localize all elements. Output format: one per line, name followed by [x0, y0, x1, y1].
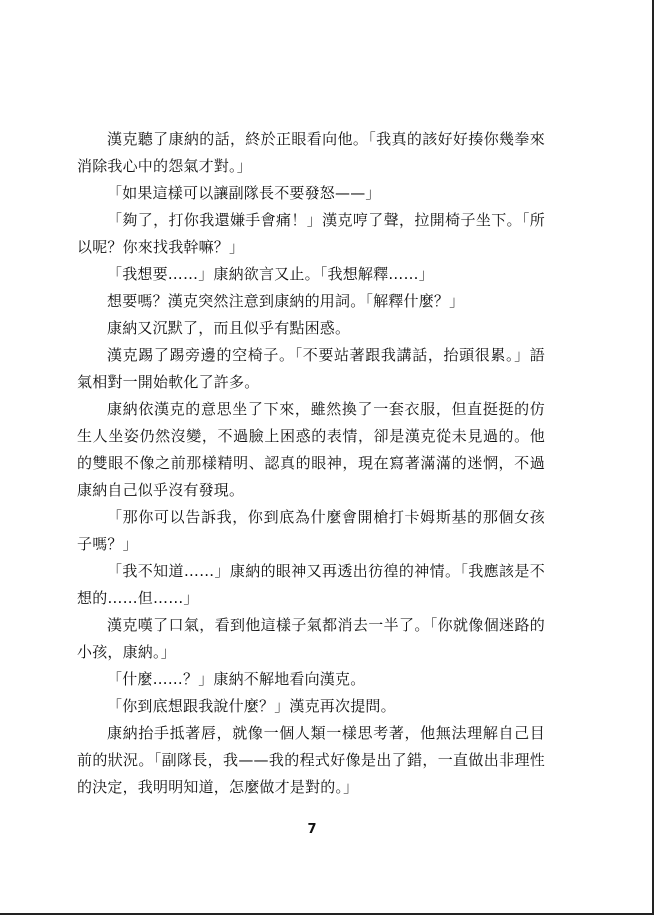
paragraph: 漢克嘆了口氣，看到他這樣子氣都消去一半了。「你就像個迷路的小孩，康納。」 [77, 616, 545, 661]
paragraph: 漢克踢了踢旁邊的空椅子。「不要站著跟我講話，抬頭很累。」語氣相對一開始軟化了許多。 [77, 346, 545, 391]
paragraph: 漢克聽了康納的話，終於正眼看向他。「我真的該好好揍你幾拳來消除我心中的怨氣才對。」 [77, 130, 545, 175]
paragraph: 康納抬手抵著唇，就像一個人類一樣思考著，他無法理解自己目前的狀況。「副隊長，我——我的程式好像是出了錯，一直做出非理性的決定，我明明知道，怎麼做才是對的。」 [77, 724, 545, 796]
paragraph: 想要嗎？漢克突然注意到康納的用詞。「解釋什麼？」 [107, 292, 465, 310]
paragraph: 「那你可以告訴我，你到底為什麼會開槍打卡姆斯基的那個女孩子嗎？」 [77, 508, 545, 553]
paragraph: 「什麼……？」康納不解地看向漢克。 [107, 670, 366, 688]
paragraph: 「你到底想跟我說什麼？」漢克再次提問。 [107, 697, 396, 715]
page-number: 7 [307, 822, 317, 837]
paragraph: 「我想要……」康納欲言又止。「我想解釋……」 [107, 265, 434, 283]
paragraph: 「夠了，打你我還嫌手會痛！」漢克哼了聲，拉開椅子坐下。「所以呢？你來找我幹嘛？」 [77, 211, 545, 256]
paragraph: 康納又沉默了，而且似乎有點困惑。 [107, 319, 351, 337]
paragraph: 「如果這樣可以讓副隊長不要發怒——」 [107, 184, 381, 202]
text-body [77, 126, 545, 801]
paragraph: 康納依漢克的意思坐了下來，雖然換了一套衣服，但直挺挺的仿生人坐姿仍然沒變，不過臉上困惑的表情，卻是漢克從未見過的。他的雙眼不像之前那樣精明、認真的眼神，現在寫著滿滿的迷惘，不過康納自己似乎沒有發現。 [77, 400, 545, 499]
paragraph: 「我不知道……」康納的眼神又再透出彷徨的神情。「我應該是不想的……但……」 [77, 562, 545, 607]
